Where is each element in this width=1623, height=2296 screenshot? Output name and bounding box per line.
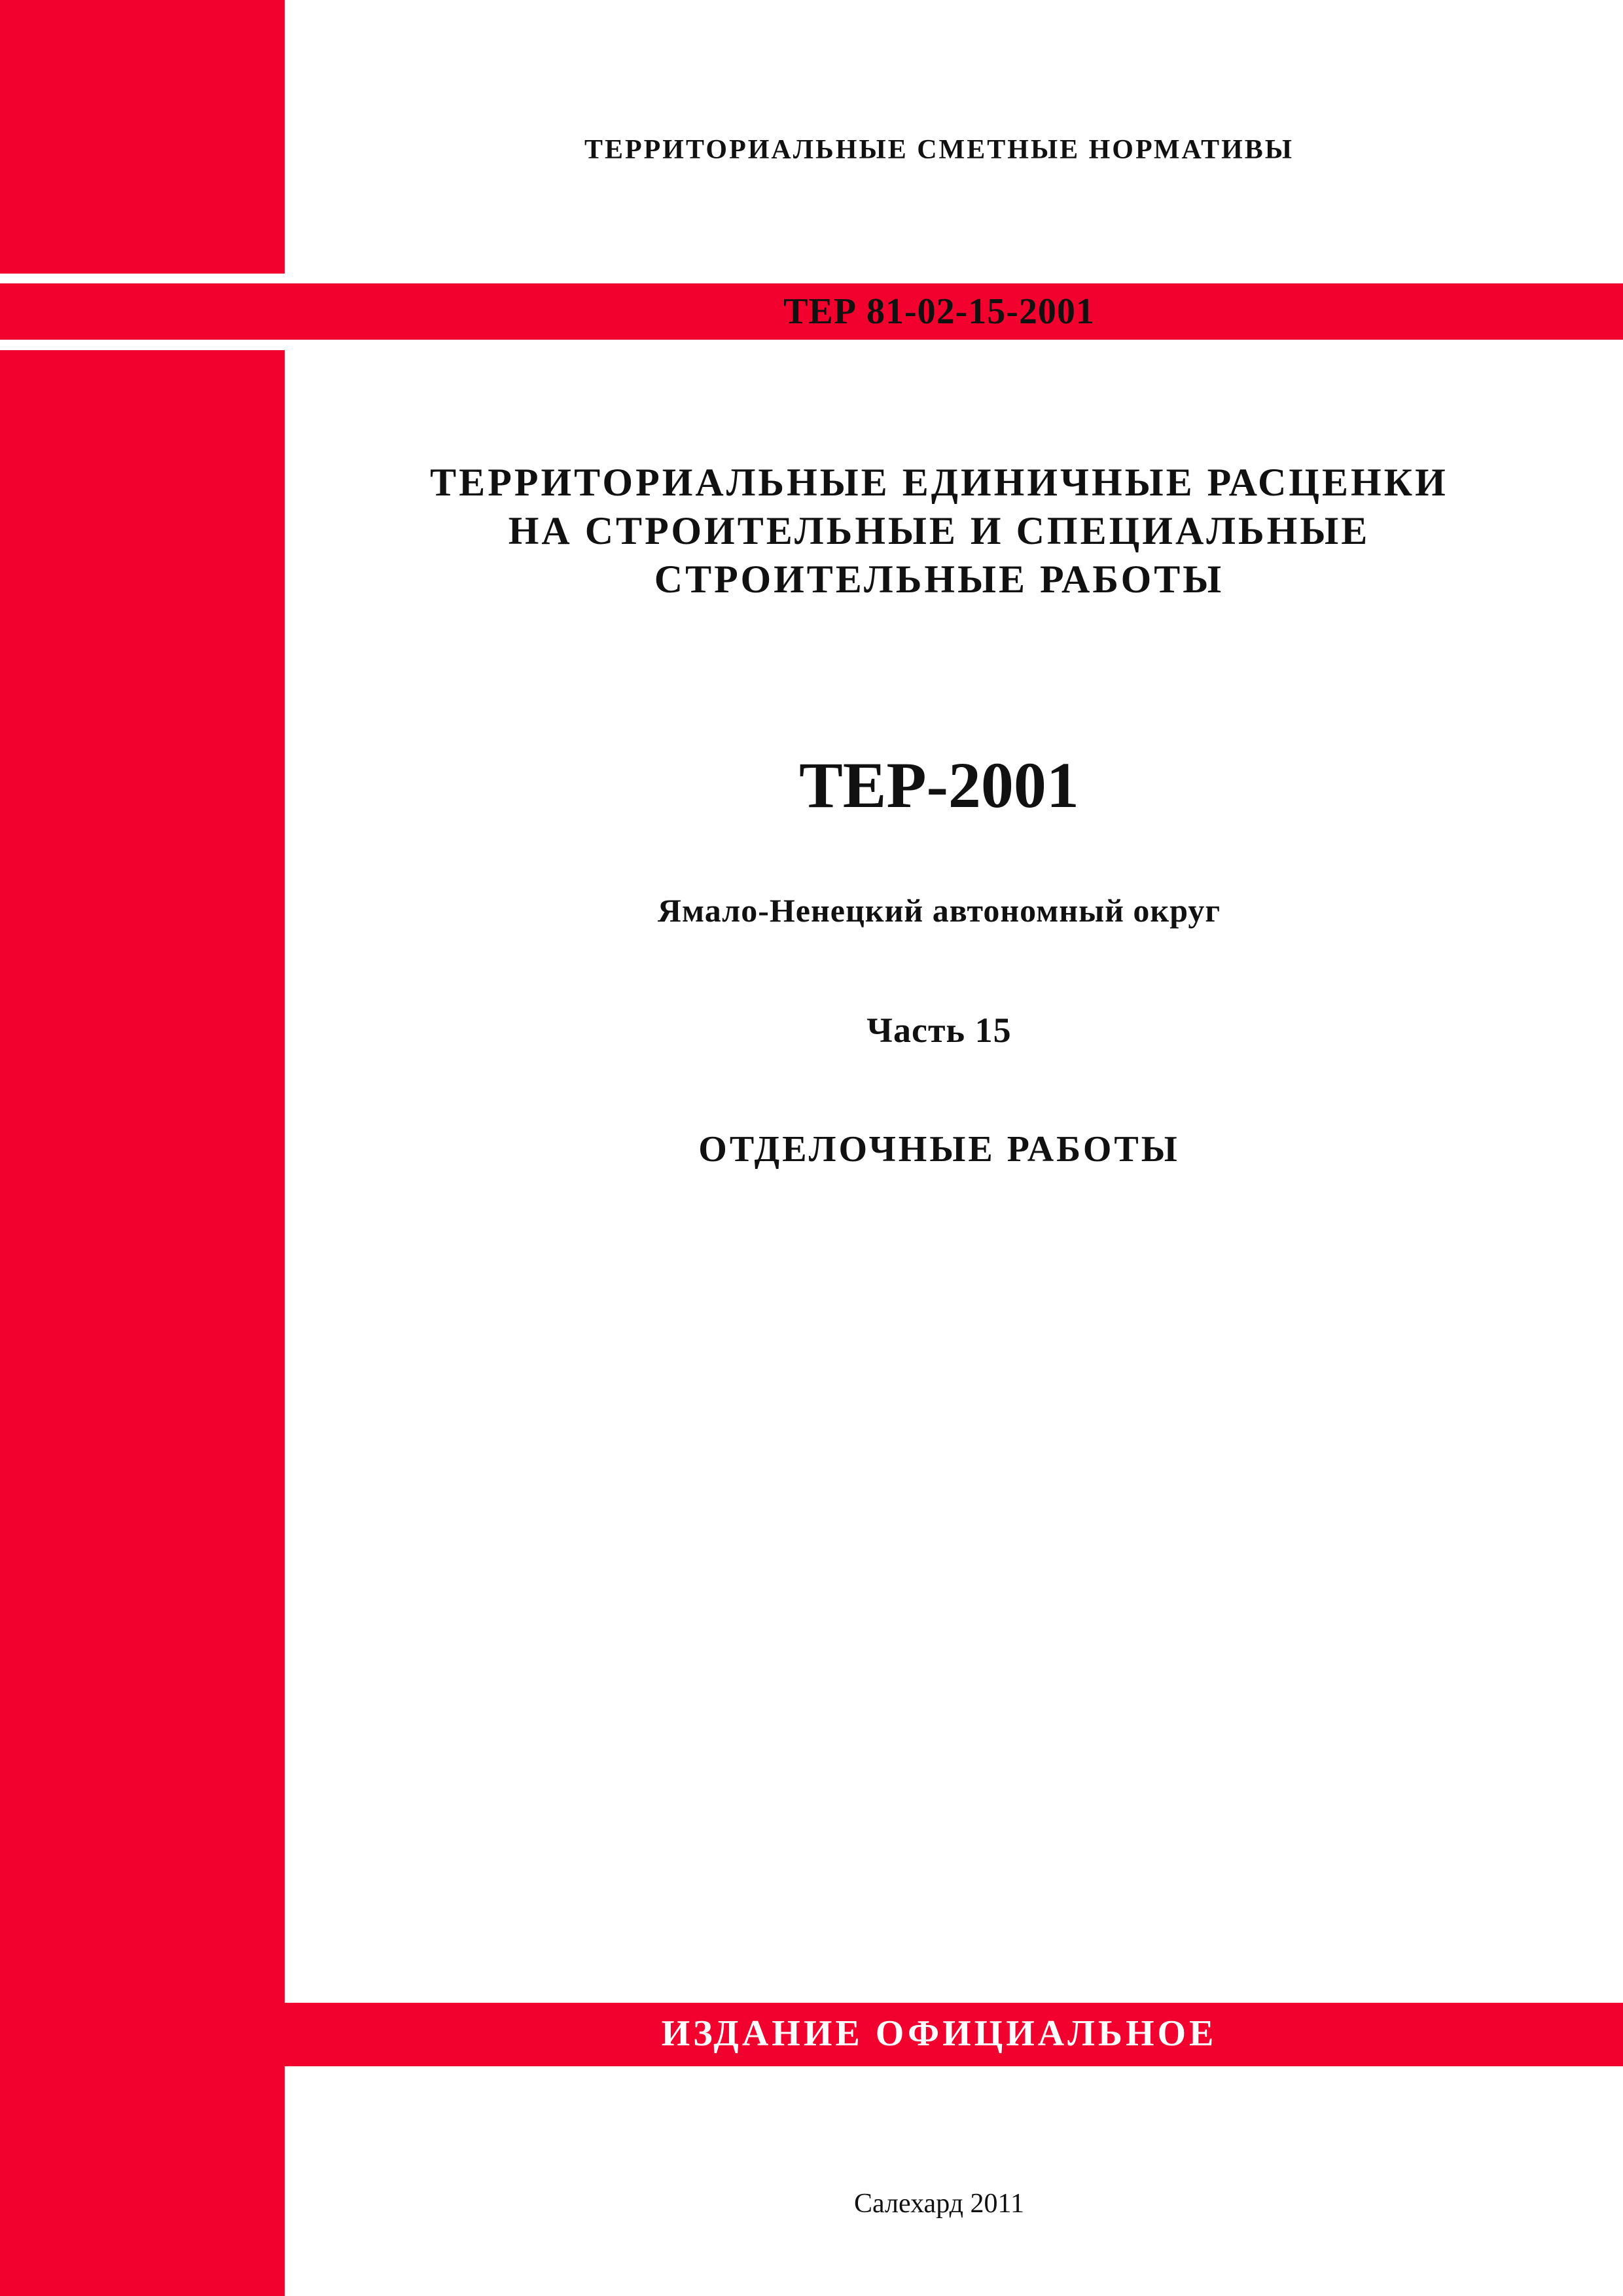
section-title: ОТДЕЛОЧНЫЕ РАБОТЫ [698,1129,1180,1170]
left-red-bar-middle [0,350,285,2088]
place-and-year: Салехард 2011 [854,2189,1024,2219]
title-line-3: СТРОИТЕЛЬНЫЕ РАБОТЫ [654,558,1224,601]
region-name: Ямало-Ненецкий автономный округ [657,892,1221,929]
title-line-2: НА СТРОИТЕЛЬНЫЕ И СПЕЦИАЛЬНЫЕ [508,509,1370,552]
title-line-1: ТЕРРИТОРИАЛЬНЫЕ ЕДИНИЧНЫЕ РАСЦЕНКИ [430,461,1448,504]
left-red-bar-bottom [0,2078,285,2296]
document-title [285,458,1594,603]
series-heading: ТЕРРИТОРИАЛЬНЫЕ СМЕТНЫЕ НОРМАТИВЫ [584,135,1294,165]
document-code: ТЕР 81-02-15-2001 [783,291,1095,332]
official-edition-label: ИЗДАНИЕ ОФИЦИАЛЬНОЕ [661,2013,1217,2054]
left-red-bar-top [0,0,285,274]
abbreviation-title: ТЕР-2001 [799,749,1079,821]
part-number: Часть 15 [866,1011,1012,1050]
